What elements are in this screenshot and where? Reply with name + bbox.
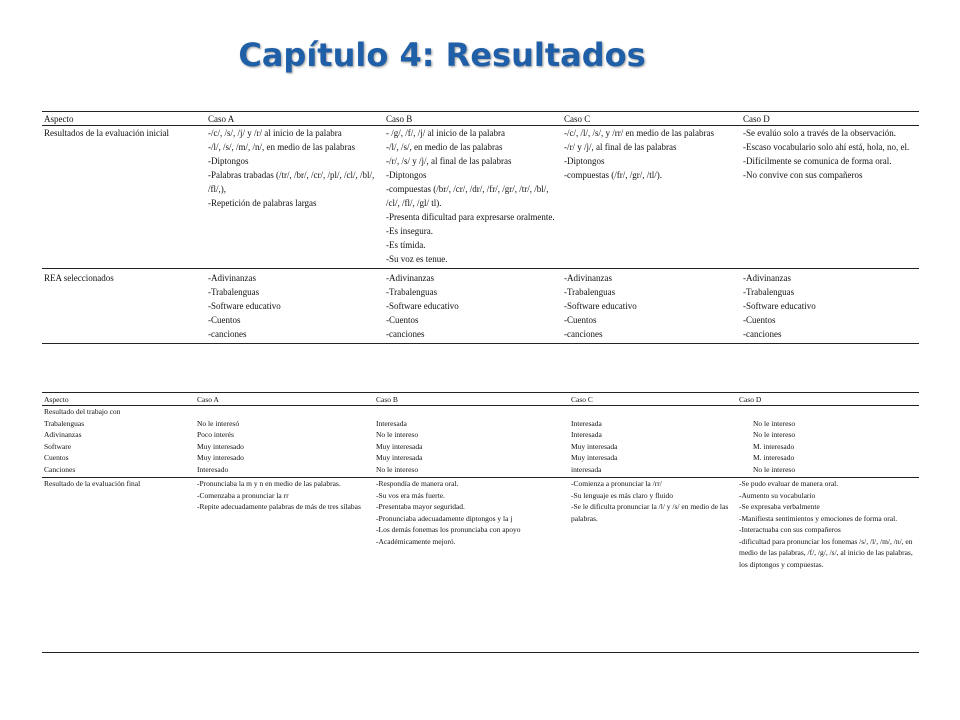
cell-caso-c [569, 406, 737, 478]
header-caso-d: Caso D [741, 112, 919, 126]
cell-line: Resultado del trabajo con [44, 407, 121, 416]
final-evaluation-table [42, 392, 919, 653]
cell-caso-b [384, 269, 562, 344]
cell-line [571, 406, 735, 418]
cell-line: -Su vos era más fuerte. [376, 490, 445, 500]
cell-line: -Diptongos [564, 156, 605, 166]
cell-line: Interesada [376, 418, 407, 428]
cell-line: -Los demás fonemas los pronunciaba con apoyo [376, 525, 521, 534]
cell-line: -Adivinanzas [386, 273, 434, 283]
cell-line: -Cuentos [743, 315, 776, 325]
cell-line: -/c/, /s/, /j/ y /r/ al inicio de la palabra [208, 128, 342, 138]
cell-line: -canciones [743, 329, 782, 339]
cell-line: -Pronunciaba la m y n en medio de las palabras. [197, 479, 341, 488]
cell-line: -compuestas (/fr/, /gr/, /tl/). [564, 170, 662, 180]
cell-line: -Escaso vocabulario solo ahí está, hola, no, el. [743, 142, 910, 152]
cell-line: -Interactuaba con sus compañeros [739, 525, 841, 534]
cell-line: -Cuentos [386, 315, 419, 325]
cell-line: -Su voz es tenue. [386, 254, 448, 264]
cell-line: M. interesado [753, 453, 795, 462]
cell-line: -/c/, /l/, /s/, y /rr/ en medio de las palabras [564, 128, 714, 138]
cell-line: -Su lenguaje es más claro y fluido [571, 490, 674, 500]
cell-line: -Presenta dificultad para expresarse oralmente. [386, 212, 555, 222]
cell-caso-b [374, 478, 569, 653]
cell-line: -Aumento su vocabulario [739, 490, 816, 500]
cell-line: -Difícilmente se comunica de forma oral. [743, 156, 892, 166]
table-row [42, 478, 919, 653]
cell-line: No le intereso [753, 418, 796, 428]
cell-line: -Manifiesta sentimientos y emociones de forma oral. [739, 513, 898, 523]
cell-line: -Adivinanzas [564, 273, 612, 283]
cell-line: -Palabras trabadas (/tr/, /br/, /cr/, /pl/, /cl/, /bl/, /fl/,), [208, 170, 375, 194]
cell-line: -Trabalenguas [386, 287, 438, 297]
cell-line: -Es insegura. [386, 226, 433, 236]
cell-line: No le intereso [376, 430, 419, 439]
cell-line: -Diptongos [208, 156, 249, 166]
cell-line: Interesada [571, 418, 602, 428]
cell-line: -Es tímida. [386, 240, 426, 250]
cell-line: Muy interesado [197, 441, 244, 451]
row-aspect: Resultado de la evaluación final [42, 478, 195, 653]
cell-line: No le intereso [753, 430, 796, 439]
header-caso-d: Caso D [737, 393, 919, 406]
cell-line: -Presentaba mayor seguridad. [376, 502, 465, 511]
cell-line [753, 406, 917, 418]
cell-line: Muy interesada [571, 441, 618, 451]
cell-caso-c [569, 478, 737, 653]
cell-line: -/l/, /s/, en medio de las palabras [386, 142, 503, 152]
cell-caso-a [195, 406, 374, 478]
header-aspecto: Aspecto [42, 112, 206, 126]
initial-evaluation-table [42, 111, 919, 344]
cell-line: -Adivinanzas [208, 273, 256, 283]
cell-line: Interesada [571, 430, 602, 439]
cell-line: -canciones [208, 329, 247, 339]
header-aspecto: Aspecto [42, 393, 195, 406]
cell-line: Adivinanzas [44, 430, 82, 439]
cell-line: -Respondía de manera oral. [376, 479, 459, 488]
cell-line: No le interesó [197, 418, 240, 428]
cell-line: No le intereso [753, 464, 796, 474]
cell-caso-b [374, 406, 569, 478]
cell-caso-b [384, 126, 562, 269]
cell-line: -Cuentos [564, 315, 597, 325]
cell-line: -Repetición de palabras largas [208, 198, 317, 208]
cell-line: -canciones [564, 329, 603, 339]
cell-line: Poco interés [197, 430, 234, 439]
cell-line: -Software educativo [743, 301, 816, 311]
cell-line: -Cuentos [208, 315, 241, 325]
cell-line: -Trabalenguas [564, 287, 616, 297]
cell-line: Muy interesada [376, 441, 423, 451]
cell-line: interesada [571, 464, 602, 474]
cell-line: -Adivinanzas [743, 273, 791, 283]
cell-line: -Diptongos [386, 170, 427, 180]
cell-line: Muy interesada [376, 453, 423, 462]
cell-caso-d [737, 406, 919, 478]
cell-line: No le intereso [376, 464, 419, 474]
cell-caso-a [195, 478, 374, 653]
cell-line: -/r/, /s/ y /j/, al final de las palabras [386, 156, 512, 166]
cell-caso-c [562, 269, 741, 344]
cell-caso-c [562, 126, 741, 269]
cell-line: Interesado [197, 464, 229, 474]
table-row [42, 269, 919, 344]
cell-line: -Académicamente mejoró. [376, 536, 456, 546]
cell-line: -/l/, /s/, /m/, /n/, en medio de las palabras [208, 142, 355, 152]
cell-line: -/r/ y /j/, al final de las palabras [564, 142, 677, 152]
cell-line: Muy interesado [197, 453, 244, 462]
cell-line: Canciones [44, 464, 76, 474]
table-header-row [42, 393, 919, 406]
cell-caso-d [737, 478, 919, 653]
cell-line: -Se expresaba verbalmente [739, 502, 820, 511]
cell-caso-a [206, 269, 384, 344]
cell-line: -Software educativo [386, 301, 459, 311]
cell-line: - /g/, /f/, /j/ al inicio de la palabra [386, 128, 505, 138]
cell-line: -Trabalenguas [743, 287, 795, 297]
cell-line: -Se pudo evaluar de manera oral. [739, 479, 839, 488]
cell-line: -Se le dificulta pronunciar la /l/ y /s/ en medio de las palabras. [571, 502, 729, 523]
cell-caso-d [741, 269, 919, 344]
cell-line: -compuestas (/br/, /cr/, /dr/, /fr/, /gr/, /tr/, /bl/, /cl/, /fl/, /gl/ tl). [386, 184, 549, 208]
page-title: Capítulo 4: Resultados [238, 36, 646, 74]
table-header-row [42, 112, 919, 126]
header-caso-a: Caso A [195, 393, 374, 406]
table-row [42, 406, 919, 478]
cell-line: -Comienza a pronunciar la /rr/ [571, 479, 662, 488]
cell-line: -Repite adecuadamente palabras de más de tres sílabas [197, 502, 361, 511]
header-caso-c: Caso C [569, 393, 737, 406]
cell-line: -Software educativo [208, 301, 281, 311]
cell-line [376, 406, 567, 418]
cell-line [197, 406, 372, 418]
header-caso-c: Caso C [562, 112, 741, 126]
cell-caso-d [741, 126, 919, 269]
header-caso-a: Caso A [206, 112, 384, 126]
cell-line: -Pronunciaba adecuadamente diptongos y la j [376, 513, 513, 523]
cell-line: Muy interesada [571, 453, 618, 462]
cell-line: -Software educativo [564, 301, 637, 311]
cell-line: Software [44, 441, 72, 451]
cell-line: -No convive con sus compañeros [743, 170, 863, 180]
row-aspect [42, 406, 195, 478]
cell-line: -dificultad para pronunciar los fonemas /s/, /l/, /m/, /n/, en medio de las palabras, /f/, /g/, /s/, al inicio de las palabras, los diptongos y compuestas. [739, 536, 913, 569]
header-caso-b: Caso B [374, 393, 569, 406]
table-row [42, 126, 919, 269]
cell-caso-a [206, 126, 384, 269]
header-caso-b: Caso B [384, 112, 562, 126]
cell-line: -Trabalenguas [208, 287, 260, 297]
cell-line: Cuentos [44, 453, 69, 462]
cell-line: -Se evalúo solo a través de la observación. [743, 128, 896, 138]
row-aspect: Resultados de la evaluación inicial [42, 126, 206, 269]
cell-line: Trabalenguas [44, 418, 85, 428]
row-aspect: REA seleccionados [42, 269, 206, 344]
cell-line: -Comenzaba a pronunciar la rr [197, 490, 289, 500]
cell-line: M. interesado [753, 441, 795, 451]
cell-line: -canciones [386, 329, 425, 339]
